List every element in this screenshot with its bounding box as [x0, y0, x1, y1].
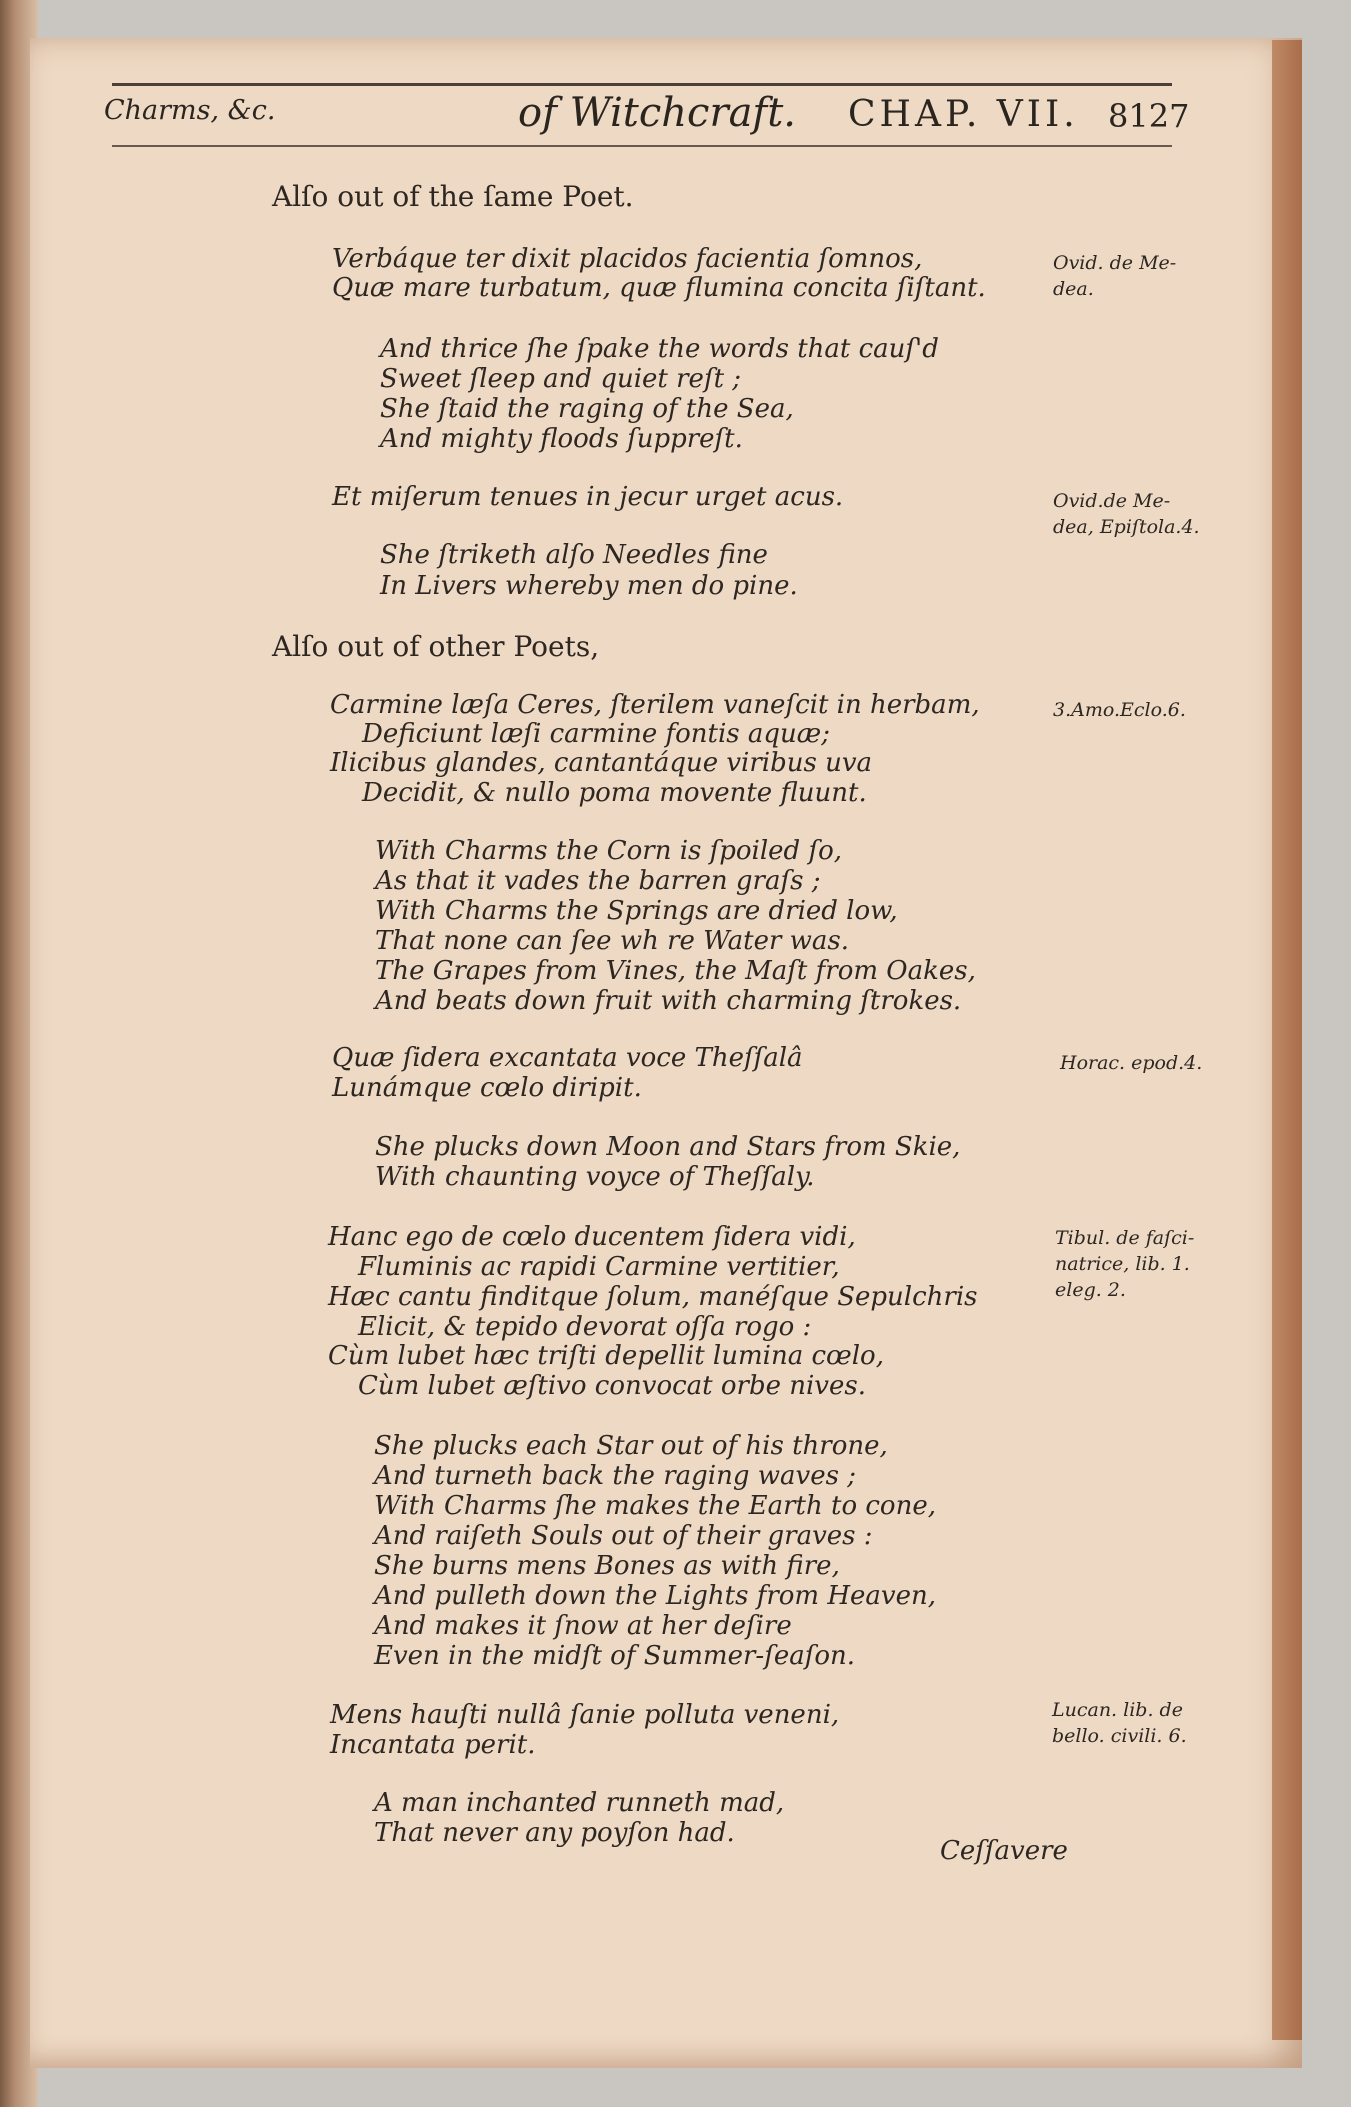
- header-rule-bottom: [112, 145, 1172, 147]
- latin-verse-line: Quæ mare turbatum, quæ flumina concita ſiſtant.: [332, 273, 986, 303]
- latin-verse-line: Incantata perit.: [330, 1730, 536, 1760]
- latin-verse-line: Mens hauſti nullâ ſanie polluta veneni,: [330, 1700, 840, 1730]
- english-verse-line: The Grapes from Vines, the Maſt from Oakes,: [375, 956, 976, 986]
- margin-note: Tibul. de faſci- natrice, lib. 1. eleg. 2.: [1055, 1227, 1195, 1301]
- latin-verse-line: Hanc ego de cœlo ducentem ſidera vidi,: [328, 1222, 856, 1252]
- catchword: Ceſſavere: [940, 1836, 1068, 1866]
- english-verse-line: She plucks each Star out of his throne,: [374, 1431, 888, 1461]
- english-verse-line: And makes it ſnow at her deſire: [374, 1611, 792, 1641]
- english-verse-line: Even in the midſt of Summer-ſeaſon.: [374, 1641, 855, 1671]
- english-verse-line: That none can ſee wh re Water was.: [375, 926, 850, 956]
- running-head-left: Charms, &c.: [104, 95, 276, 126]
- latin-verse-line: Quæ ſidera excantata voce Theſſalâ: [332, 1043, 803, 1073]
- margin-note: Ovid.de Me- dea, Epiſtola.4.: [1053, 490, 1200, 538]
- margin-note: 3.Amo.Eclo.6.: [1053, 699, 1186, 721]
- latin-verse-line: Deficiunt læſi carmine fontis aquæ;: [362, 719, 830, 749]
- english-verse-line: Sweet ſleep and quiet reſt ;: [380, 364, 742, 394]
- english-verse-line: She ſtaid the raging of the Sea,: [380, 394, 794, 424]
- english-verse-line: She ſtriketh alſo Needles fine: [380, 540, 768, 570]
- margin-note: Lucan. lib. de bello. civili. 6.: [1052, 1699, 1187, 1747]
- margin-note: Ovid. de Me- dea.: [1053, 252, 1177, 300]
- english-verse-line: She burns mens Bones as with fire,: [374, 1551, 840, 1581]
- english-verse-line: With Charms ſhe makes the Earth to cone,: [374, 1491, 936, 1521]
- latin-verse-line: Et miſerum tenues in jecur urget acus.: [332, 482, 844, 512]
- latin-verse-line: Elicit, & tepido devorat oſſa rogo :: [358, 1312, 812, 1342]
- english-verse-line: With Charms the Springs are dried low,: [375, 896, 898, 926]
- latin-verse-line: Hæc cantu finditque ſolum, manéſque Sepulchris: [328, 1282, 978, 1312]
- english-verse-line: And pulleth down the Lights from Heaven,: [374, 1581, 936, 1611]
- english-verse-line: That never any poyſon had.: [374, 1818, 735, 1848]
- english-verse-line: With chaunting voyce of Theſſaly.: [375, 1162, 815, 1192]
- page-edge: [1272, 40, 1302, 2040]
- latin-verse-line: Ilicibus glandes, cantantáque viribus uva: [330, 748, 873, 778]
- english-verse-line: And raiſeth Souls out of their graves :: [374, 1521, 873, 1551]
- english-verse-line: A man inchanted runneth mad,: [374, 1788, 785, 1818]
- page-number: 8127: [1108, 97, 1190, 135]
- header-rule-top: [112, 83, 1172, 86]
- english-verse-line: As that it vades the barren graſs ;: [375, 866, 821, 896]
- english-verse-line: And thrice ſhe ſpake the words that cauſ'd: [380, 334, 939, 364]
- latin-verse-line: Verbáque ter dixit placidos facientia ſomnos,: [332, 244, 923, 274]
- english-verse-line: She plucks down Moon and Stars from Skie,: [375, 1132, 961, 1162]
- english-verse-line: And turneth back the raging waves ;: [374, 1461, 856, 1491]
- latin-verse-line: Cùm lubet æſtivo convocat orbe nives.: [358, 1371, 866, 1401]
- latin-verse-line: Lunámque cœlo diripit.: [332, 1073, 642, 1103]
- latin-verse-line: Cùm lubet hæc triſti depellit lumina cœlo,: [328, 1341, 884, 1371]
- margin-note: Horac. epod.4.: [1060, 1052, 1203, 1074]
- english-verse-line: And beats down fruit with charming ſtrokes.: [375, 986, 962, 1016]
- english-verse-line: And mighty floods ſuppreſt.: [380, 424, 743, 454]
- english-verse-line: In Livers whereby men do pine.: [380, 571, 798, 601]
- running-head-title: of Witchcraft.: [518, 90, 797, 136]
- chapter-heading: CHAP. VII.: [848, 94, 1079, 135]
- latin-verse-line: Fluminis ac rapidi Carmine vertitier,: [358, 1252, 840, 1282]
- intro-line: Alſo out of other Poets,: [272, 630, 600, 663]
- latin-verse-line: Carmine læſa Ceres, ſterilem vaneſcit in herbam,: [330, 690, 980, 720]
- intro-line: Alſo out of the ſame Poet.: [272, 180, 634, 213]
- latin-verse-line: Decidit, & nullo poma movente fluunt.: [362, 778, 867, 808]
- english-verse-line: With Charms the Corn is ſpoiled ſo,: [375, 836, 843, 866]
